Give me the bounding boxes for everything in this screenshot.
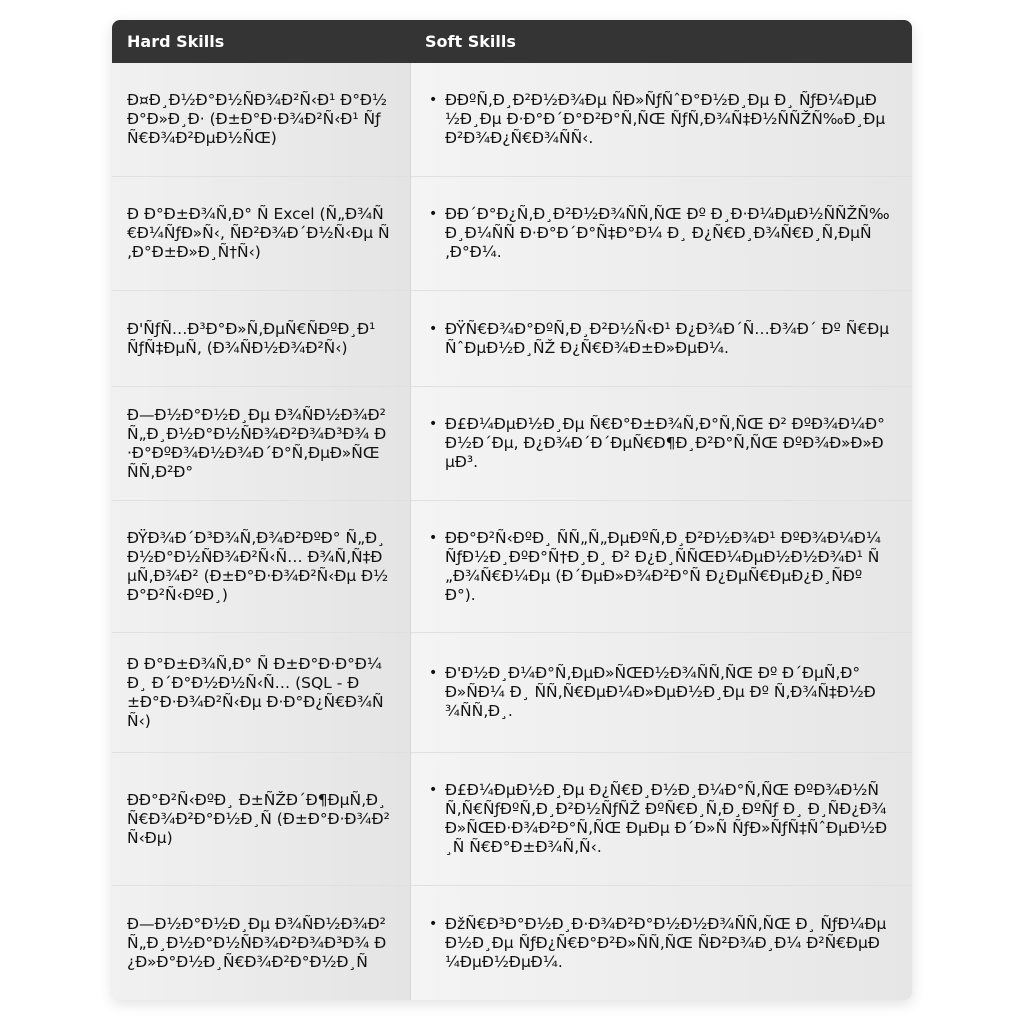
bullet-icon: • [429, 782, 438, 798]
soft-skill-cell: ÐÐºÑ‚Ð¸Ð²Ð½Ð¾Ðµ ÑÐ»ÑƒÑˆÐ°Ð½Ð¸Ðµ Ð¸ ÑƒÐ¼ÐµÐ½Ð¸Ðµ Ð·Ð°Ð´Ð°Ð²Ð°Ñ‚ÑŒ ÑƒÑ‚Ð¾Ñ‡Ð½ÑÑŽÑ‰Ð¸Ðµ Ð²Ð¾Ð¿Ñ€Ð¾ÑÑ‹. [445, 91, 886, 147]
bullet-icon: • [429, 665, 438, 681]
list-item [429, 781, 890, 857]
bullet-icon: • [429, 529, 438, 546]
table-row [112, 501, 410, 633]
table-row [411, 886, 912, 1000]
hard-skill-cell: ÐÐ°Ð²Ñ‹ÐºÐ¸ Ð±ÑŽÐ´Ð¶ÐµÑ‚Ð¸Ñ€Ð¾Ð²Ð°Ð½Ð¸Ñ (Ð±Ð°Ð·Ð¾Ð²Ñ‹Ðµ) [127, 790, 390, 847]
hard-skill-cell: Ð'ÑƒÑ…Ð³Ð°Ð»Ñ‚ÐµÑ€ÑÐºÐ¸Ð¹ ÑƒÑ‡ÐµÑ‚ (Ð¾ÑÐ½Ð¾Ð²Ñ‹) [127, 319, 376, 357]
table-row [411, 177, 912, 291]
table-row [411, 63, 912, 177]
table-row [411, 753, 912, 886]
table-row [411, 291, 912, 387]
list-item [429, 415, 890, 472]
table-row [112, 633, 410, 753]
bullet-icon: • [429, 206, 438, 222]
bullet-icon: • [429, 416, 438, 432]
table-row [411, 501, 912, 633]
soft-skill-cell: ÐžÑ€Ð³Ð°Ð½Ð¸Ð·Ð¾Ð²Ð°Ð½Ð½Ð¾ÑÑ‚ÑŒ Ð¸ ÑƒÐ¼ÐµÐ½Ð¸Ðµ ÑƒÐ¿Ñ€Ð°Ð²Ð»ÑÑ‚ÑŒ ÑÐ²Ð¾Ð¸Ð¼ Ð²Ñ€ÐµÐ¼ÐµÐ½ÐµÐ¼. [445, 914, 887, 971]
list-item [429, 664, 890, 721]
table-header [112, 20, 912, 63]
soft-skill-cell: Ð'Ð½Ð¸Ð¼Ð°Ñ‚ÐµÐ»ÑŒÐ½Ð¾ÑÑ‚ÑŒ Ðº Ð´ÐµÑ‚Ð°Ð»ÑÐ¼ Ð¸ ÑÑ‚Ñ€ÐµÐ¼Ð»ÐµÐ½Ð¸Ðµ Ðº Ñ‚Ð¾Ñ‡Ð½Ð¾ÑÑ‚Ð¸. [445, 664, 876, 720]
soft-skill-cell: ÐŸÑ€Ð¾Ð°ÐºÑ‚Ð¸Ð²Ð½Ñ‹Ð¹ Ð¿Ð¾Ð´Ñ…Ð¾Ð´ Ðº Ñ€ÐµÑˆÐµÐ½Ð¸ÑŽ Ð¿Ñ€Ð¾Ð±Ð»ÐµÐ¼. [445, 319, 890, 357]
table-row [112, 63, 410, 177]
header-soft-skills: Soft Skills [425, 32, 516, 51]
bullet-icon: • [429, 92, 438, 108]
hard-skill-cell: Ð Ð°Ð±Ð¾Ñ‚Ð° Ñ Ð±Ð°Ð·Ð°Ð¼Ð¸ Ð´Ð°Ð½Ð½Ñ‹Ñ… (SQL - Ð±Ð°Ð·Ð¾Ð²Ñ‹Ðµ Ð·Ð°Ð¿Ñ€Ð¾ÑÑ‹) [127, 654, 384, 730]
list-item [429, 529, 890, 605]
table-row [112, 753, 410, 886]
list-item [429, 915, 890, 972]
hard-skills-column [112, 63, 410, 1000]
header-hard-skills: Hard Skills [127, 32, 225, 51]
bullet-icon: • [429, 915, 438, 932]
hard-skill-cell: ÐŸÐ¾Ð´Ð³Ð¾Ñ‚Ð¾Ð²ÐºÐ° Ñ„Ð¸Ð½Ð°Ð½ÑÐ¾Ð²Ñ‹Ñ… Ð¾Ñ‚Ñ‡ÐµÑ‚Ð¾Ð² (Ð±Ð°Ð·Ð¾Ð²Ñ‹Ðµ Ð½Ð°Ð²Ñ‹ÐºÐ¸) [127, 528, 389, 604]
table-row [411, 387, 912, 501]
hard-skill-cell: Ð Ð°Ð±Ð¾Ñ‚Ð° Ñ Excel (Ñ„Ð¾Ñ€Ð¼ÑƒÐ»Ñ‹, ÑÐ²Ð¾Ð´Ð½Ñ‹Ðµ Ñ‚Ð°Ð±Ð»Ð¸Ñ†Ñ‹) [127, 205, 390, 261]
hard-skill-cell: Ð—Ð½Ð°Ð½Ð¸Ðµ Ð¾ÑÐ½Ð¾Ð² Ñ„Ð¸Ð½Ð°Ð½ÑÐ¾Ð²Ð¾Ð³Ð¾ Ð·Ð°ÐºÐ¾Ð½Ð¾Ð´Ð°Ñ‚ÐµÐ»ÑŒÑÑ‚Ð²Ð° [127, 405, 387, 481]
table-body [112, 63, 912, 1000]
table-row [112, 387, 410, 501]
table-row [112, 291, 410, 387]
skills-table [112, 20, 912, 1000]
table-row [411, 633, 912, 753]
hard-skill-cell: Ð¤Ð¸Ð½Ð°Ð½ÑÐ¾Ð²Ñ‹Ð¹ Ð°Ð½Ð°Ð»Ð¸Ð· (Ð±Ð°Ð·Ð¾Ð²Ñ‹Ð¹ ÑƒÑ€Ð¾Ð²ÐµÐ½ÑŒ) [127, 91, 388, 147]
soft-skill-cell: ÐÐ´Ð°Ð¿Ñ‚Ð¸Ð²Ð½Ð¾ÑÑ‚ÑŒ Ðº Ð¸Ð·Ð¼ÐµÐ½ÑÑŽÑ‰Ð¸Ð¼ÑÑ Ð·Ð°Ð´Ð°Ñ‡Ð°Ð¼ Ð¸ Ð¿Ñ€Ð¸Ð¾Ñ€Ð¸Ñ‚ÐµÑ‚Ð°Ð¼. [445, 205, 890, 261]
soft-skill-cell: Ð£Ð¼ÐµÐ½Ð¸Ðµ Ñ€Ð°Ð±Ð¾Ñ‚Ð°Ñ‚ÑŒ Ð² ÐºÐ¾Ð¼Ð°Ð½Ð´Ðµ, Ð¿Ð¾Ð´Ð´ÐµÑ€Ð¶Ð¸Ð²Ð°Ñ‚ÑŒ ÐºÐ¾Ð»Ð»ÐµÐ³. [445, 415, 885, 471]
list-item [429, 320, 890, 358]
soft-skill-cell: ÐÐ°Ð²Ñ‹ÐºÐ¸ ÑÑ„Ñ„ÐµÐºÑ‚Ð¸Ð²Ð½Ð¾Ð¹ ÐºÐ¾Ð¼Ð¼ÑƒÐ½Ð¸ÐºÐ°Ñ†Ð¸Ð¸ Ð² Ð¿Ð¸ÑÑŒÐ¼ÐµÐ½Ð½Ð¾Ð¹ Ñ„Ð¾Ñ€Ð¼Ðµ (Ð´ÐµÐ»Ð¾Ð²Ð°Ñ Ð¿ÐµÑ€ÐµÐ¿Ð¸ÑÐºÐ°). [445, 528, 881, 604]
hard-skill-cell: Ð—Ð½Ð°Ð½Ð¸Ðµ Ð¾ÑÐ½Ð¾Ð² Ñ„Ð¸Ð½Ð°Ð½ÑÐ¾Ð²Ð¾Ð³Ð¾ Ð¿Ð»Ð°Ð½Ð¸Ñ€Ð¾Ð²Ð°Ð½Ð¸Ñ [127, 914, 387, 971]
soft-skills-column [410, 63, 912, 1000]
list-item [429, 205, 890, 262]
table-row [112, 177, 410, 291]
bullet-icon: • [429, 320, 438, 337]
list-item [429, 91, 890, 148]
table-row [112, 886, 410, 1000]
soft-skill-cell: Ð£Ð¼ÐµÐ½Ð¸Ðµ Ð¿Ñ€Ð¸Ð½Ð¸Ð¼Ð°Ñ‚ÑŒ ÐºÐ¾Ð½ÑÑ‚Ñ€ÑƒÐºÑ‚Ð¸Ð²Ð½ÑƒÑŽ ÐºÑ€Ð¸Ñ‚Ð¸ÐºÑƒ Ð¸ Ð¸ÑÐ¿Ð¾Ð»ÑŒÐ·Ð¾Ð²Ð°Ñ‚ÑŒ ÐµÐµ Ð´Ð»Ñ ÑƒÐ»ÑƒÑ‡ÑˆÐµÐ½Ð¸Ñ Ñ€Ð°Ð±Ð¾Ñ‚Ñ‹. [445, 781, 888, 856]
